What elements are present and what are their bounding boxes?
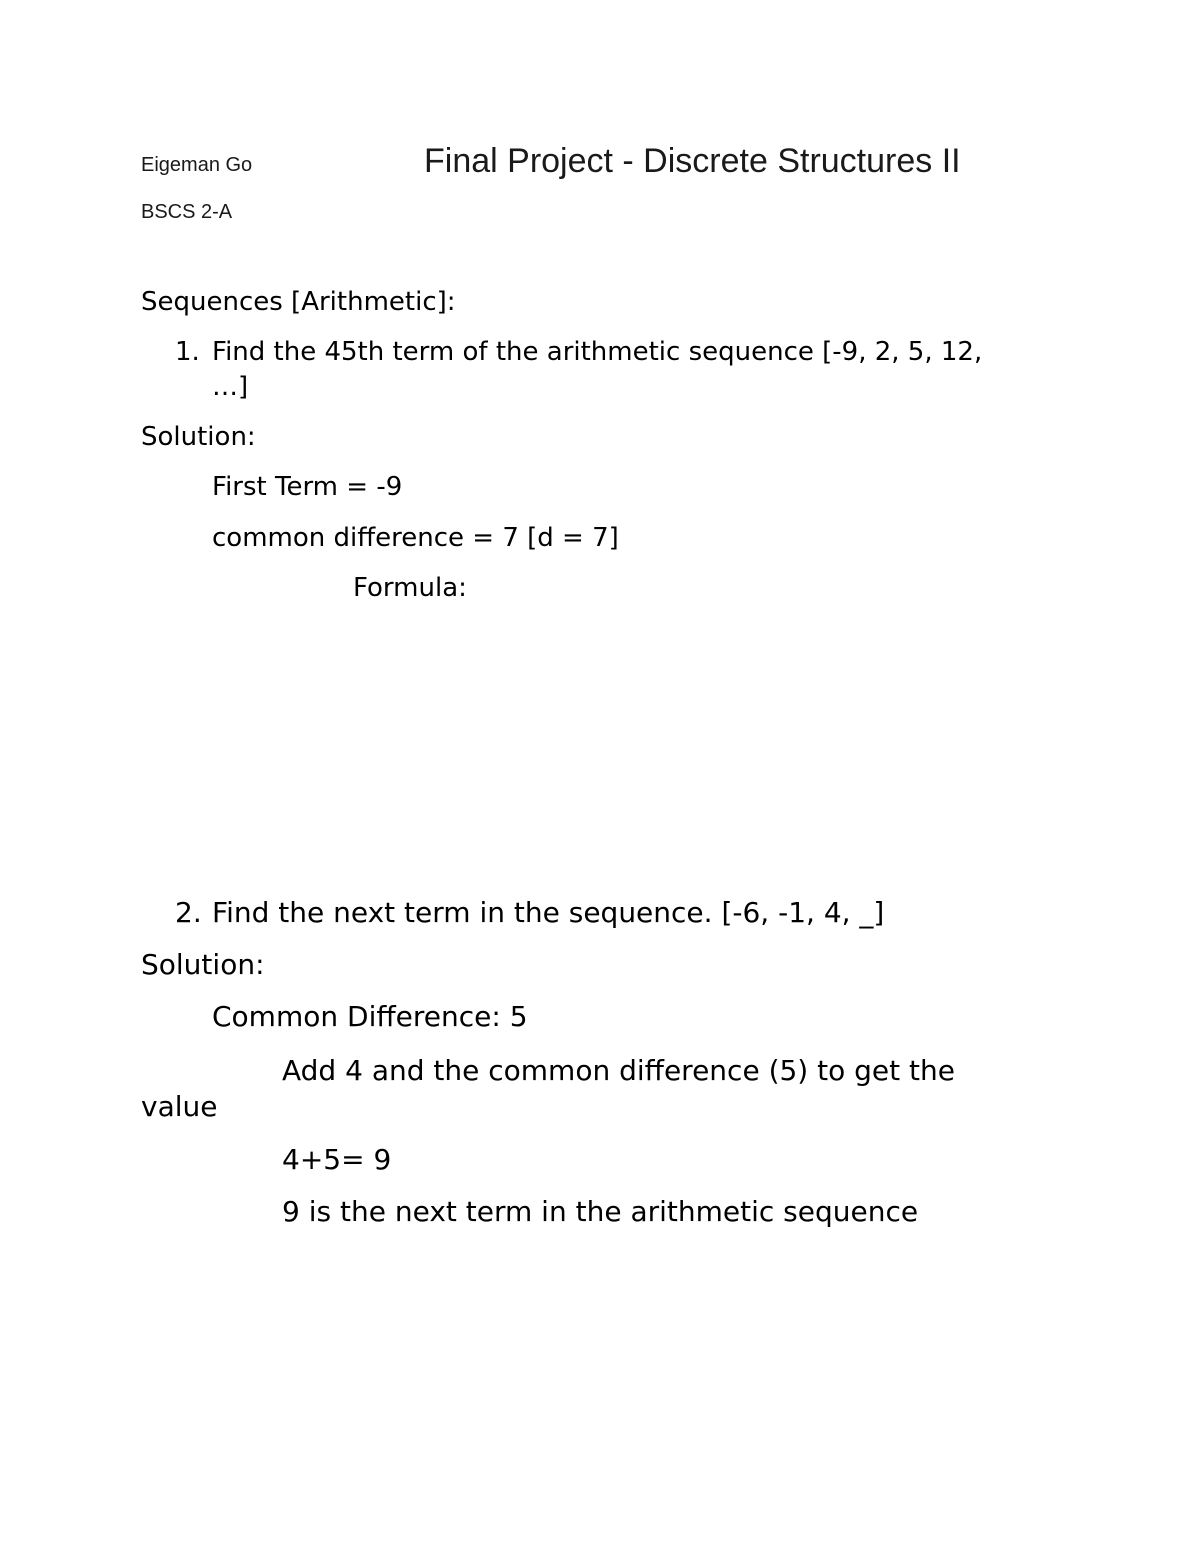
problem-1-formula-label: Formula: xyxy=(353,573,467,603)
problem-2-conclusion: 9 is the next term in the arithmetic sequence xyxy=(282,1195,919,1228)
problem-2-number: 2. xyxy=(175,896,202,929)
section-heading: Sequences [Arithmetic]: xyxy=(141,287,456,317)
document-title: Final Project - Discrete Structures II xyxy=(424,142,961,180)
problem-2-solution-label: Solution: xyxy=(141,948,265,981)
problem-1-text-continued: …] xyxy=(212,372,249,402)
problem-2-text: Find the next term in the sequence. [-6, -1, 4, _] xyxy=(212,896,885,929)
problem-1-first-term: First Term = -9 xyxy=(212,472,403,502)
problem-2-equation: 4+5= 9 xyxy=(282,1143,392,1176)
problem-1-solution-label: Solution: xyxy=(141,422,256,452)
author-name: Eigeman Go xyxy=(141,154,253,176)
problem-1-text: Find the 45th term of the arithmetic sequence [-9, 2, 5, 12, xyxy=(212,337,983,367)
problem-2-explanation-continued: value xyxy=(141,1090,218,1123)
problem-1-common-difference: common difference = 7 [d = 7] xyxy=(212,523,619,553)
problem-2-common-difference: Common Difference: 5 xyxy=(212,1000,528,1033)
problem-2-explanation: Add 4 and the common difference (5) to get the xyxy=(282,1054,955,1087)
problem-1-number: 1. xyxy=(175,337,200,367)
class-section: BSCS 2-A xyxy=(141,201,233,223)
